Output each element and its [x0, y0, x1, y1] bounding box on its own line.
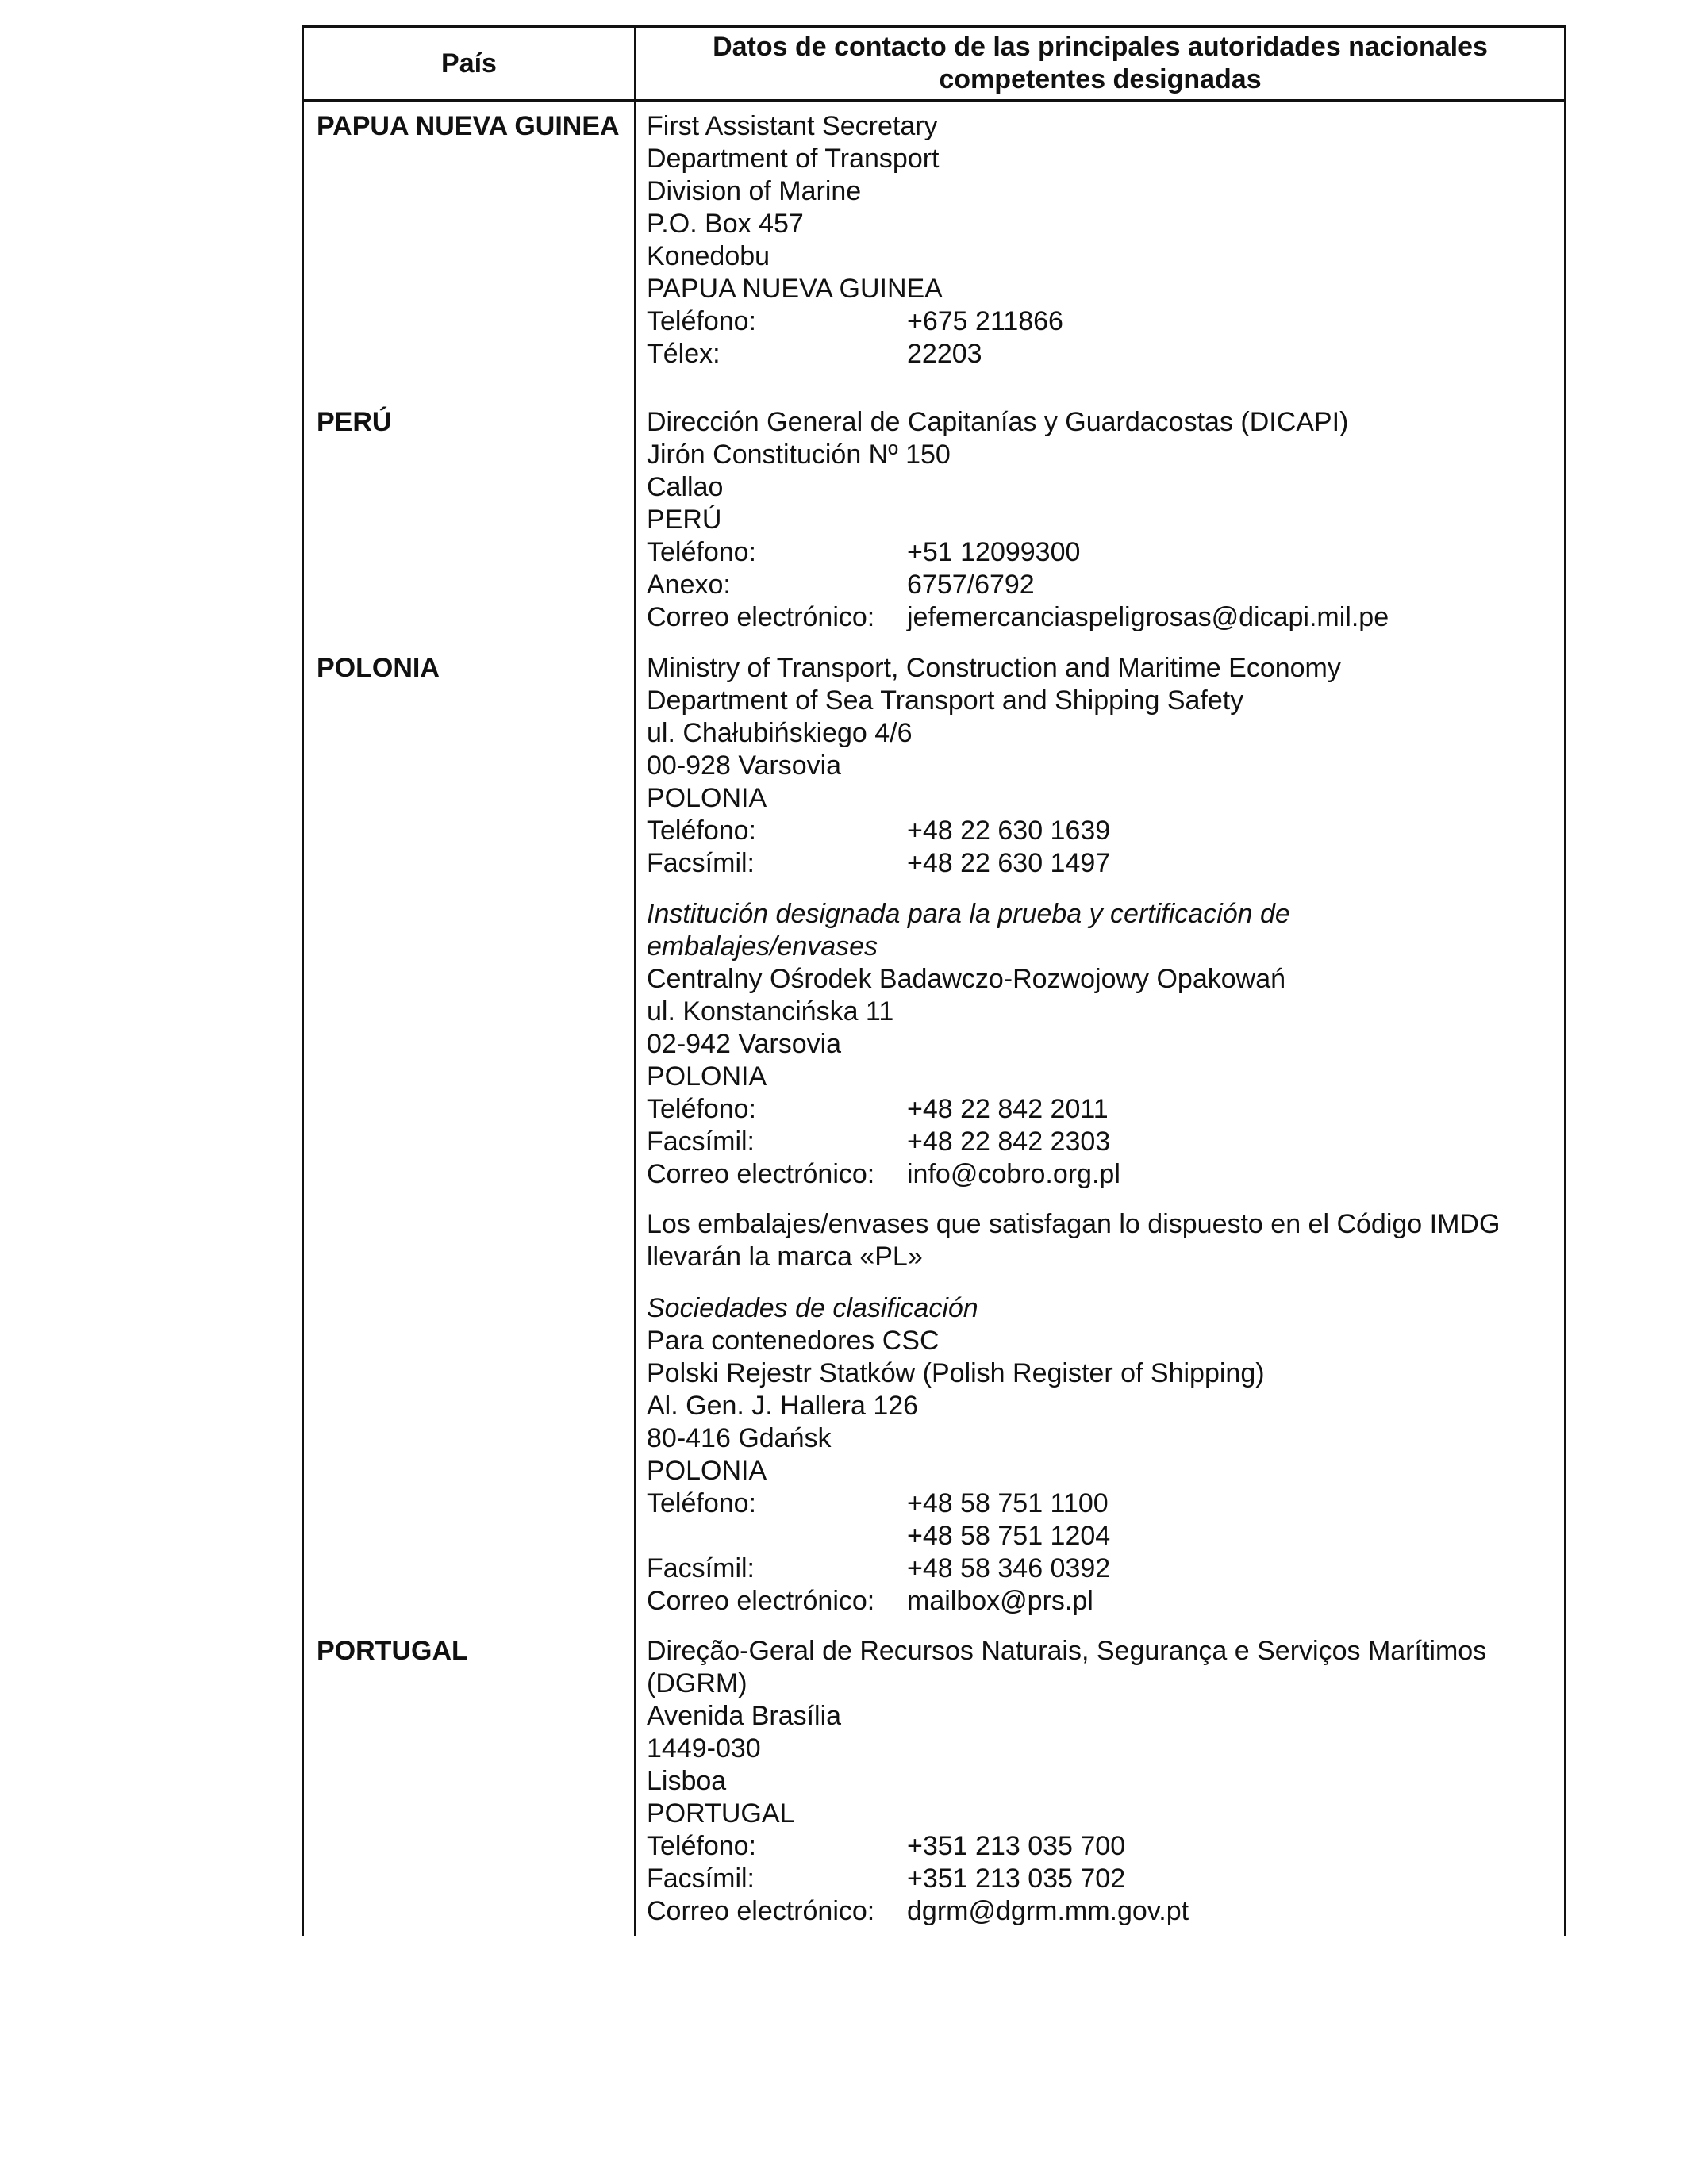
address-line: Department of Transport: [647, 144, 940, 174]
address-line: ul. Chałubińskiego 4/6: [647, 718, 913, 748]
header-contact: Datos de contacto de las principales autoridades nacionales competentes designadas: [713, 32, 1488, 94]
contact-label: Facsímil:: [647, 1864, 755, 1894]
contact-row: [647, 1158, 1543, 1191]
address-line: PORTUGAL: [647, 1798, 795, 1829]
contact-value: +351 213 035 702: [907, 1864, 1126, 1894]
address-line: 80-416 Gdańsk: [647, 1423, 832, 1453]
contact-row: [647, 1093, 1543, 1126]
address-line: Dirección General de Capitanías y Guardacostas (DICAPI): [647, 407, 1349, 437]
contact-block-portugal: [647, 1635, 1543, 1928]
contact-label: Correo electrónico:: [647, 1586, 875, 1616]
country-portugal: PORTUGAL: [317, 1636, 468, 1666]
contact-block-png: [647, 110, 1543, 370]
country-polonia: POLONIA: [317, 653, 440, 683]
contact-value: info@cobro.org.pl: [907, 1159, 1120, 1189]
address-line: Avenida Brasília: [647, 1701, 842, 1731]
contact-value: +351 213 035 700: [907, 1831, 1126, 1861]
contact-label: Teléfono:: [647, 1831, 756, 1861]
contact-label: Facsímil:: [647, 1127, 755, 1157]
contact-label: Teléfono:: [647, 816, 756, 846]
address-line: Callao: [647, 472, 724, 502]
contact-value: jefemercanciaspeligrosas@dicapi.mil.pe: [907, 602, 1389, 632]
address-line: POLONIA: [647, 1456, 767, 1486]
contact-value: dgrm@dgrm.mm.gov.pt: [907, 1896, 1189, 1926]
contact-label: Facsímil:: [647, 1553, 755, 1583]
contact-value: +48 22 842 2303: [907, 1127, 1111, 1157]
contact-label: Teléfono:: [647, 1094, 756, 1124]
contact-block-polonia-marking: [647, 1208, 1543, 1273]
contact-value: 6757/6792: [907, 570, 1035, 600]
address-line: 1449-030: [647, 1733, 761, 1764]
address-line: (DGRM): [647, 1668, 747, 1698]
contact-value: +51 12099300: [907, 537, 1081, 567]
column-divider: [634, 28, 636, 1936]
contact-row: [647, 1895, 1543, 1928]
contact-row: [647, 536, 1543, 569]
contact-value: +48 58 346 0392: [907, 1553, 1111, 1583]
address-line: PERÚ: [647, 505, 722, 535]
address-line: Polski Rejestr Statków (Polish Register of Shipping): [647, 1358, 1265, 1388]
address-line: Department of Sea Transport and Shipping Safety: [647, 685, 1244, 716]
address-line: Jirón Constitución Nº 150: [647, 439, 951, 470]
contacts-table: [302, 25, 1566, 1936]
contact-row: [647, 305, 1543, 338]
address-line: POLONIA: [647, 1061, 767, 1092]
address-line: ul. Konstancińska 11: [647, 996, 894, 1027]
contact-row: [647, 1126, 1543, 1158]
address-line: Centralny Ośrodek Badawczo-Rozwojowy Opakowań: [647, 964, 1286, 994]
contact-row: [647, 338, 1543, 370]
address-line: 00-928 Varsovia: [647, 750, 842, 781]
contact-value: +48 58 751 1204: [907, 1521, 1111, 1551]
contact-block-peru: [647, 406, 1543, 634]
contact-row: [647, 569, 1543, 601]
address-line: PAPUA NUEVA GUINEA: [647, 274, 943, 304]
address-line: Ministry of Transport, Construction and Maritime Economy: [647, 653, 1341, 683]
contact-value: +48 22 842 2011: [907, 1094, 1109, 1124]
address-line: Division of Marine: [647, 176, 862, 206]
address-line: First Assistant Secretary: [647, 111, 938, 141]
contact-label: Correo electrónico:: [647, 602, 875, 632]
address-line: Konedobu: [647, 241, 770, 271]
contact-label: Correo electrónico:: [647, 1896, 875, 1926]
contact-label: Teléfono:: [647, 306, 756, 336]
contact-value: +48 58 751 1100: [907, 1488, 1109, 1518]
contact-row: [647, 1487, 1543, 1520]
contact-block-polonia-testing: [647, 898, 1543, 1191]
contact-value: 22203: [907, 339, 982, 369]
contact-label: Teléfono:: [647, 1488, 756, 1518]
address-line: Para contenedores CSC: [647, 1326, 940, 1356]
contact-row: [647, 847, 1543, 880]
section-heading: Sociedades de clasificación: [647, 1293, 978, 1323]
contact-row: [647, 815, 1543, 847]
address-line: Lisboa: [647, 1766, 727, 1796]
contact-label: Facsímil:: [647, 848, 755, 878]
section-heading: Institución designada para la prueba y certificación de embalajes/envases: [647, 899, 1290, 961]
contact-value: +48 22 630 1639: [907, 816, 1111, 846]
contact-value: +675 211866: [907, 306, 1063, 336]
contact-label: Correo electrónico:: [647, 1159, 875, 1189]
contact-value: mailbox@prs.pl: [907, 1586, 1093, 1616]
contact-row: [647, 1863, 1543, 1895]
contact-label: Télex:: [647, 339, 721, 369]
contact-row: [647, 601, 1543, 634]
country-peru: PERÚ: [317, 407, 392, 437]
header-country: País: [441, 48, 497, 79]
address-line: Direção-Geral de Recursos Naturais, Segurança e Serviços Marítimos: [647, 1636, 1487, 1666]
contact-row: [647, 1553, 1543, 1585]
contact-block-polonia-ministry: [647, 652, 1543, 880]
address-line: Al. Gen. J. Hallera 126: [647, 1391, 919, 1421]
contact-label: Anexo:: [647, 570, 731, 600]
contact-row: [647, 1585, 1543, 1618]
contact-block-polonia-classification: [647, 1292, 1543, 1618]
country-papua-nueva-guinea: PAPUA NUEVA GUINEA: [317, 111, 620, 141]
contact-row: [647, 1830, 1543, 1863]
marking-note: Los embalajes/envases que satisfagan lo dispuesto en el Código IMDG llevarán la marca «PL»: [647, 1209, 1501, 1272]
contact-row: [647, 1520, 1543, 1553]
contact-label: [647, 1520, 907, 1553]
address-line: P.O. Box 457: [647, 209, 804, 239]
contact-label: Teléfono:: [647, 537, 756, 567]
table-header: [304, 28, 1564, 102]
address-line: 02-942 Varsovia: [647, 1029, 842, 1059]
contact-value: +48 22 630 1497: [907, 848, 1111, 878]
address-line: POLONIA: [647, 783, 767, 813]
